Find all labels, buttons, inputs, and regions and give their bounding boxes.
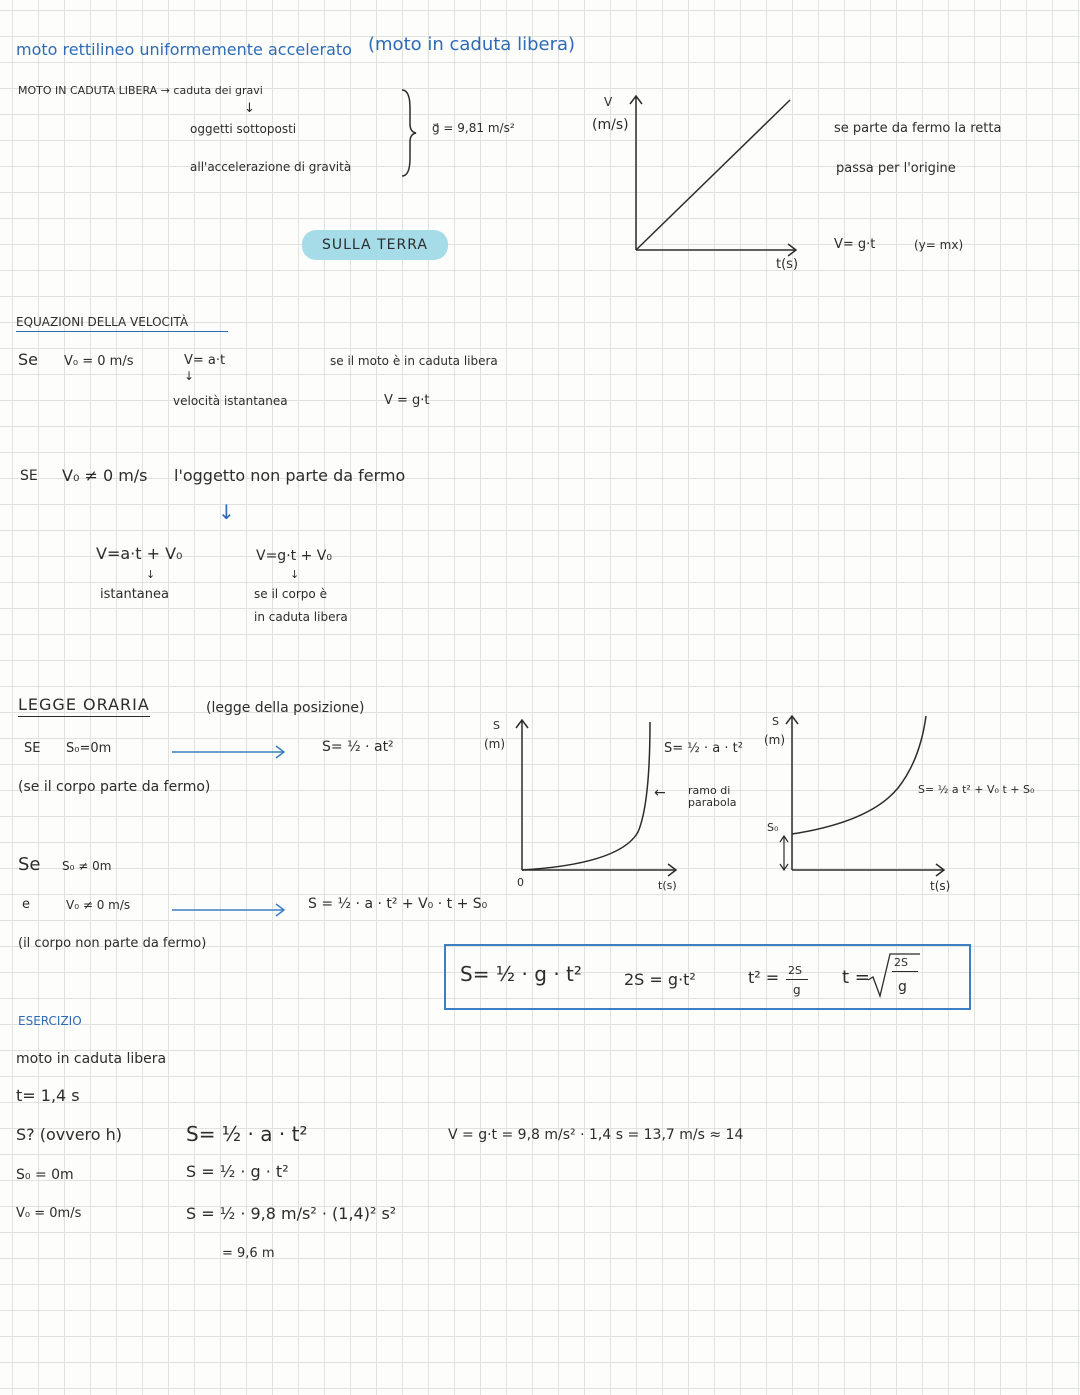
law-e: e — [22, 897, 30, 912]
arrow-right-icon — [172, 744, 292, 760]
exercise-result: = 9,6 m — [222, 1246, 275, 1261]
graph2-y-label: S — [493, 719, 500, 732]
law-se-2: Se — [18, 854, 41, 875]
box-formula-3-den: g — [793, 983, 801, 997]
exercise-v0: V₀ = 0m/s — [16, 1206, 82, 1221]
law-heading: LEGGE ORARIA — [18, 697, 150, 717]
velocity-eq-2: V = g·t — [384, 393, 430, 408]
box-formula-3: t² = — [748, 968, 780, 987]
graph2-origin: 0 — [517, 876, 524, 889]
law-condition-2: S₀ ≠ 0m — [62, 859, 112, 873]
velocity-eq-4: V=g·t + V₀ — [256, 548, 332, 564]
instant-velocity-note: velocità istantanea — [173, 394, 288, 408]
velocity-eq-3: V=a·t + V₀ — [96, 544, 183, 563]
box-formula-4: t = — [842, 967, 870, 988]
exercise-step-3: S = ½ · 9,8 m/s² · (1,4)² s² — [186, 1204, 397, 1223]
law-condition: S₀=0m — [66, 741, 112, 756]
intro-line-1: oggetti sottoposti — [190, 122, 297, 136]
velocity-heading: EQUAZIONI DELLA VELOCITÀ — [16, 316, 228, 332]
graph3-x-label: t(s) — [930, 879, 951, 893]
fraction-bar — [786, 979, 808, 980]
down-arrow: ↓ — [146, 568, 156, 581]
exercise-step-2: S = ½ · g · t² — [186, 1162, 289, 1181]
fraction-bar — [892, 971, 918, 972]
free-fall-label: MOTO IN CADUTA LIBERA → caduta dei gravi — [18, 84, 263, 97]
graph1-analogy: (y= mx) — [914, 238, 964, 252]
arrow-right-icon — [172, 902, 292, 918]
law-eq-1: S= ½ · at² — [322, 739, 394, 755]
law-se: SE — [24, 741, 41, 756]
gravity-value: g⃗ = 9,81 m/s² — [432, 121, 515, 135]
graph1-note-1: se parte da fermo la retta — [834, 121, 1002, 136]
graph3-s0: S₀ — [767, 821, 779, 834]
exercise-heading: ESERCIZIO — [18, 1014, 82, 1028]
down-arrow: ↓ — [184, 369, 195, 383]
exercise-topic: moto in caduta libera — [16, 1051, 167, 1067]
graph1-note-2: passa per l'origine — [836, 161, 956, 176]
box-formula-4-den: g — [898, 979, 907, 995]
law-subtitle: (legge della posizione) — [206, 700, 365, 716]
arrow-left-icon: ← — [654, 785, 666, 801]
exercise-question: S? (ovvero h) — [16, 1125, 123, 1144]
velocity-condition: V₀ = 0 m/s — [64, 354, 134, 369]
velocity-eq-1: V= a·t — [184, 353, 226, 368]
graph3-y-unit: (m) — [764, 733, 786, 747]
curly-brace-icon — [398, 88, 418, 178]
earth-pill: SULLA TERRA — [302, 230, 448, 260]
graph2-note-2: parabola — [688, 796, 737, 809]
down-arrow: ↓ — [290, 568, 300, 581]
box-formula-1: S= ½ · g · t² — [460, 962, 582, 986]
down-arrow: ↓ — [244, 101, 255, 116]
free-fall-note-3: in caduta libera — [254, 610, 348, 624]
exercise-time: t= 1,4 s — [16, 1086, 80, 1105]
law-note: (se il corpo parte da fermo) — [18, 779, 211, 795]
law-eq-2: S = ½ · a · t² + V₀ · t + S₀ — [308, 896, 488, 912]
free-fall-note-2: se il corpo è — [254, 587, 327, 601]
velocity-time-graph — [620, 90, 810, 260]
graph2-formula: S= ½ · a · t² — [664, 741, 743, 756]
graph1-y-label: V — [604, 95, 613, 109]
graph1-x-label: t(s) — [776, 257, 799, 272]
exercise-step-1: S= ½ · a · t² — [186, 1122, 308, 1146]
instant-note: istantanea — [100, 587, 169, 602]
page-subtitle: (moto in caduta libera) — [368, 34, 576, 55]
down-arrow: ↓ — [218, 500, 235, 524]
box-formula-2: 2S = g·t² — [624, 970, 696, 989]
graph1-y-unit: (m/s) — [592, 117, 629, 133]
exercise-velocity: V = g·t = 9,8 m/s² · 1,4 s = 13,7 m/s ≈ 14 — [448, 1127, 744, 1143]
not-from-rest-note: l'oggetto non parte da fermo — [174, 466, 406, 485]
graph1-formula: V= g·t — [834, 237, 876, 252]
velocity-se-2: SE — [20, 468, 38, 484]
graph3-formula: S= ½ a t² + V₀ t + S₀ — [918, 783, 1035, 796]
free-fall-note: se il moto è in caduta libera — [330, 354, 498, 368]
graph2-x-label: t(s) — [658, 879, 677, 892]
law-note-2: (il corpo non parte da fermo) — [18, 936, 207, 951]
graph2-note-1: ramo di — [688, 784, 731, 797]
graph3-y-label: S — [772, 715, 779, 728]
exercise-s0: S₀ = 0m — [16, 1167, 74, 1183]
intro-line-2: all'accelerazione di gravità — [190, 160, 352, 174]
box-formula-4-num: 2S — [894, 956, 908, 969]
box-formula-3-num: 2S — [788, 964, 802, 977]
velocity-se: Se — [18, 350, 38, 369]
law-condition-3: V₀ ≠ 0 m/s — [66, 898, 131, 912]
page-title: moto rettilineo uniformemente accelerato — [16, 40, 352, 59]
graph2-y-unit: (m) — [484, 737, 506, 751]
velocity-condition-2: V₀ ≠ 0 m/s — [62, 466, 148, 485]
